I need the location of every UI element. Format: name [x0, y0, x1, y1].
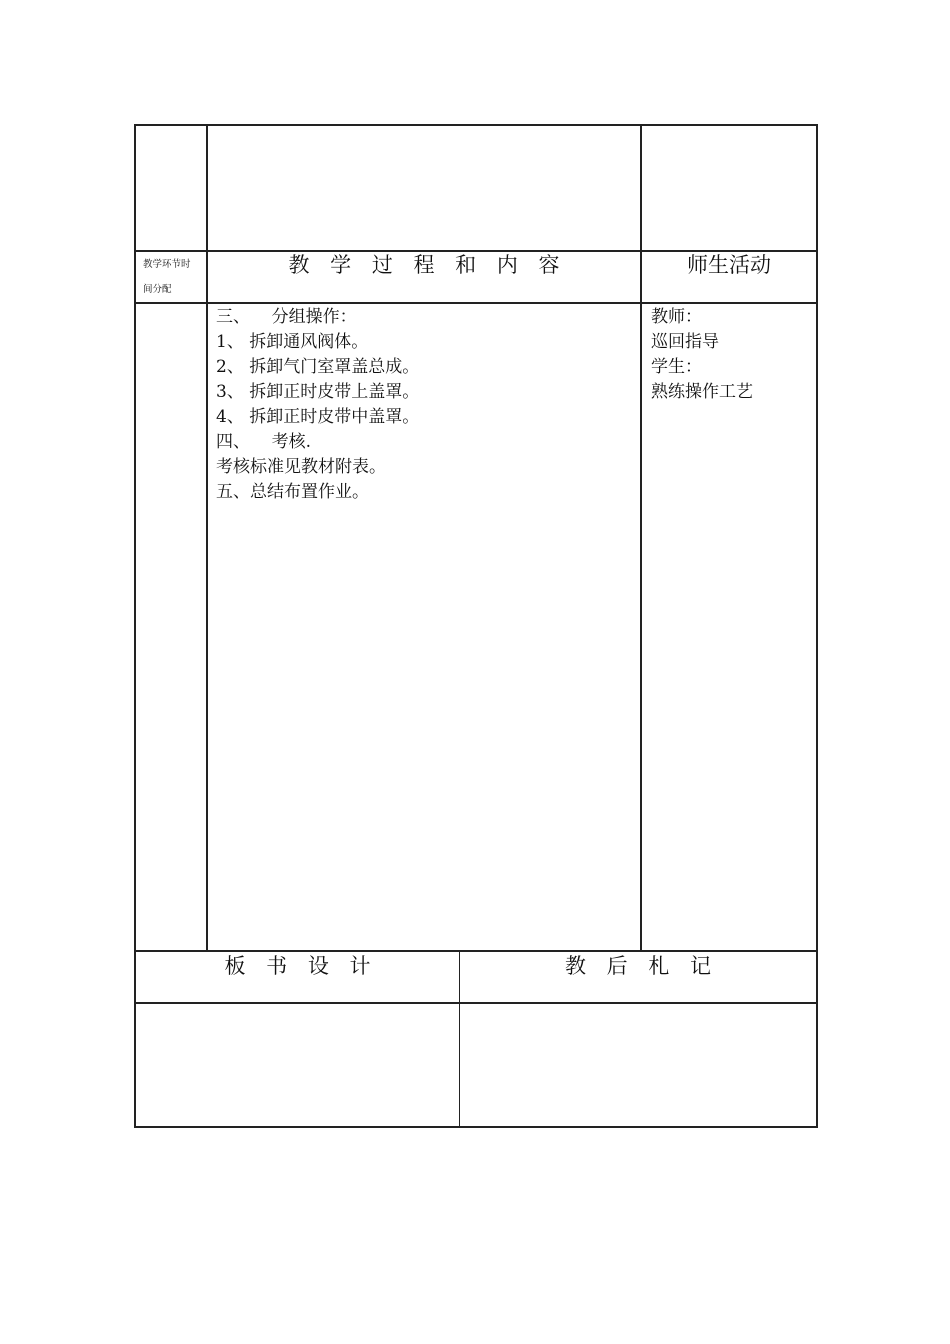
content-line: 2、 拆卸气门室罩盖总成。 [216, 357, 420, 377]
activity-line: 巡回指导 [651, 332, 719, 352]
process-content-header: 教 学 过 程 和 内 容 [288, 253, 560, 277]
post-teaching-notes-header: 教 后 札 记 [564, 954, 712, 978]
table-border-bottom [134, 1126, 818, 1128]
content-line: 3、 拆卸正时皮带上盖罩。 [216, 382, 420, 402]
time-column-divider [206, 124, 208, 952]
process-content-body [216, 305, 419, 505]
content-line: 1、 拆卸通风阀体。 [216, 332, 369, 352]
content-line: 三、 分组操作： [216, 307, 357, 327]
time-allocation-label-line2: 间分配 [143, 284, 172, 295]
board-design-area [136, 1004, 459, 1126]
content-line: 考核标准见教材附表。 [216, 457, 386, 477]
activity-line: 熟练操作工艺 [651, 382, 753, 402]
post-teaching-notes-area [460, 1004, 816, 1126]
activity-line: 学生： [651, 357, 702, 377]
content-line: 四、 考核. [216, 432, 312, 452]
table-border-top [134, 124, 818, 126]
board-design-header: 板 书 设 计 [224, 954, 371, 978]
activity-line: 教师： [651, 307, 702, 327]
activity-column-divider [640, 124, 642, 952]
table-border-right [816, 124, 818, 1128]
content-line: 五、总结布置作业。 [216, 482, 369, 502]
content-line: 4、 拆卸正时皮带中盖罩。 [216, 407, 420, 427]
time-allocation-label-line1: 教学环节时 [143, 259, 191, 270]
activity-body [651, 305, 753, 405]
header-row-bottom-border [134, 302, 818, 304]
teacher-student-activity-header: 师生活动 [687, 253, 771, 277]
